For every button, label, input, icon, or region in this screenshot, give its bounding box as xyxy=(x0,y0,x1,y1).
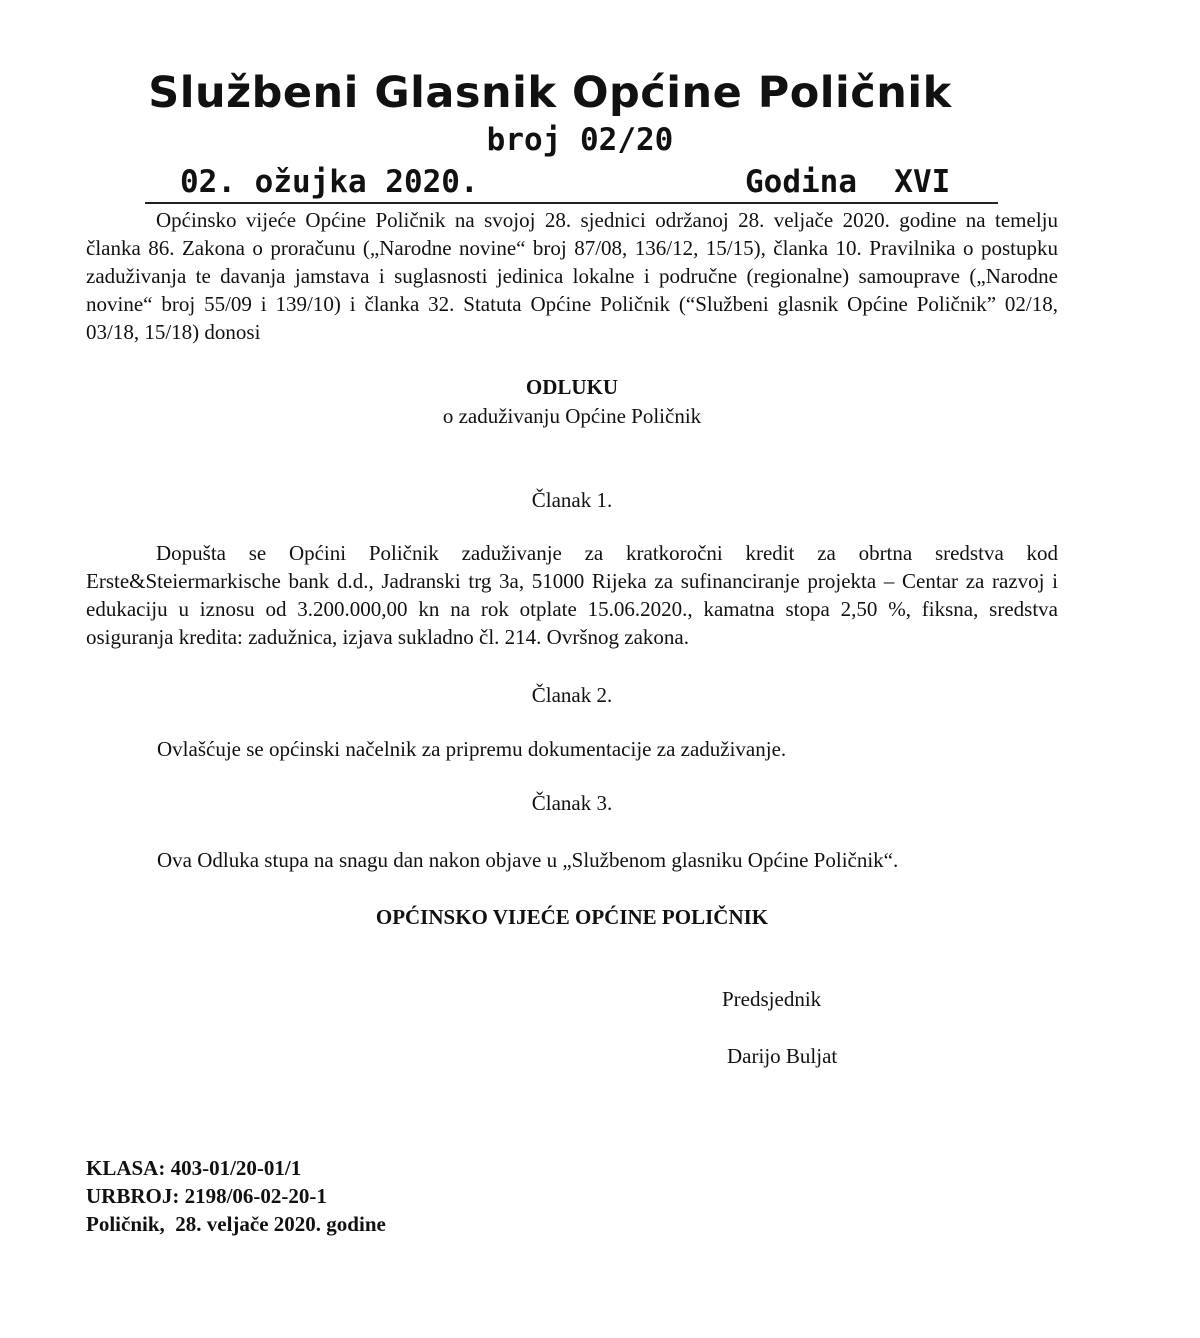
article-3-text: Ova Odluka stupa na snagu dan nakon objave u „Službenom glasniku Općine Poličnik“. xyxy=(157,848,899,872)
issue-number: broj 02/20 xyxy=(486,122,674,158)
issue-year: Godina XVI xyxy=(745,164,951,200)
article-3-heading: Članak 3. xyxy=(531,791,613,815)
article-1-heading: Članak 1. xyxy=(531,488,613,512)
council-name: OPĆINSKO VIJEĆE OPĆINE POLIČNIK xyxy=(375,905,769,929)
signature-role: Predsjednik xyxy=(722,987,822,1011)
urbroj-reference: URBROJ: 2198/06-02-20-1 xyxy=(86,1184,327,1208)
issue-date: 02. ožujka 2020. xyxy=(180,164,479,200)
masthead-divider xyxy=(145,202,998,204)
signature-name: Darijo Buljat xyxy=(727,1044,838,1068)
article-2-text: Ovlašćuje se općinski načelnik za pripremu dokumentacije za zaduživanje. xyxy=(157,737,787,761)
article-2-heading: Članak 2. xyxy=(531,683,613,707)
preamble-paragraph: Općinsko vijeće Općine Poličnik na svojoj 28. sjednici održanoj 28. veljače 2020. godine na temelju članka 86. Zakona o proračunu („Narodne novine“ broj 87/08, 136/12, 15/15), članka 10. Pravilnika o postupku zaduživanja te davanja jamstava i suglasnosti jedinica lokalne i područne (regionalne) samouprave („Narodne novine“ broj 55/09 i 139/10) i članka 32. Statuta Općine Poličnik (“Službeni glasnik Općine Poličnik” 02/18, 03/18, 15/18) donosi xyxy=(86,208,1058,344)
place-and-date: Poličnik, 28. veljače 2020. godine xyxy=(86,1212,386,1236)
klasa-reference: KLASA: 403-01/20-01/1 xyxy=(86,1156,302,1180)
article-1-text: Dopušta se Općini Poličnik zaduživanje za kratkoročni kredit za obrtna sredstva kod Erste&Steiermarkische bank d.d., Jadranski trg 3a, 51000 Rijeka za sufinanciranje projekta – Centar za razvoj i edukaciju u iznosu od 3.200.000,00 kn na rok otplate 15.06.2020., kamatna stopa 2,50 %, fiksna, sredstva osiguranja kredita: zadužnica, izjava sukladno čl. 214. Ovršnog zakona. xyxy=(86,541,1058,649)
decision-subtitle: o zaduživanju Općine Poličnik xyxy=(442,404,702,428)
decision-title: ODLUKU xyxy=(525,375,619,399)
gazette-title: Službeni Glasnik Općine Poličnik xyxy=(148,68,952,118)
